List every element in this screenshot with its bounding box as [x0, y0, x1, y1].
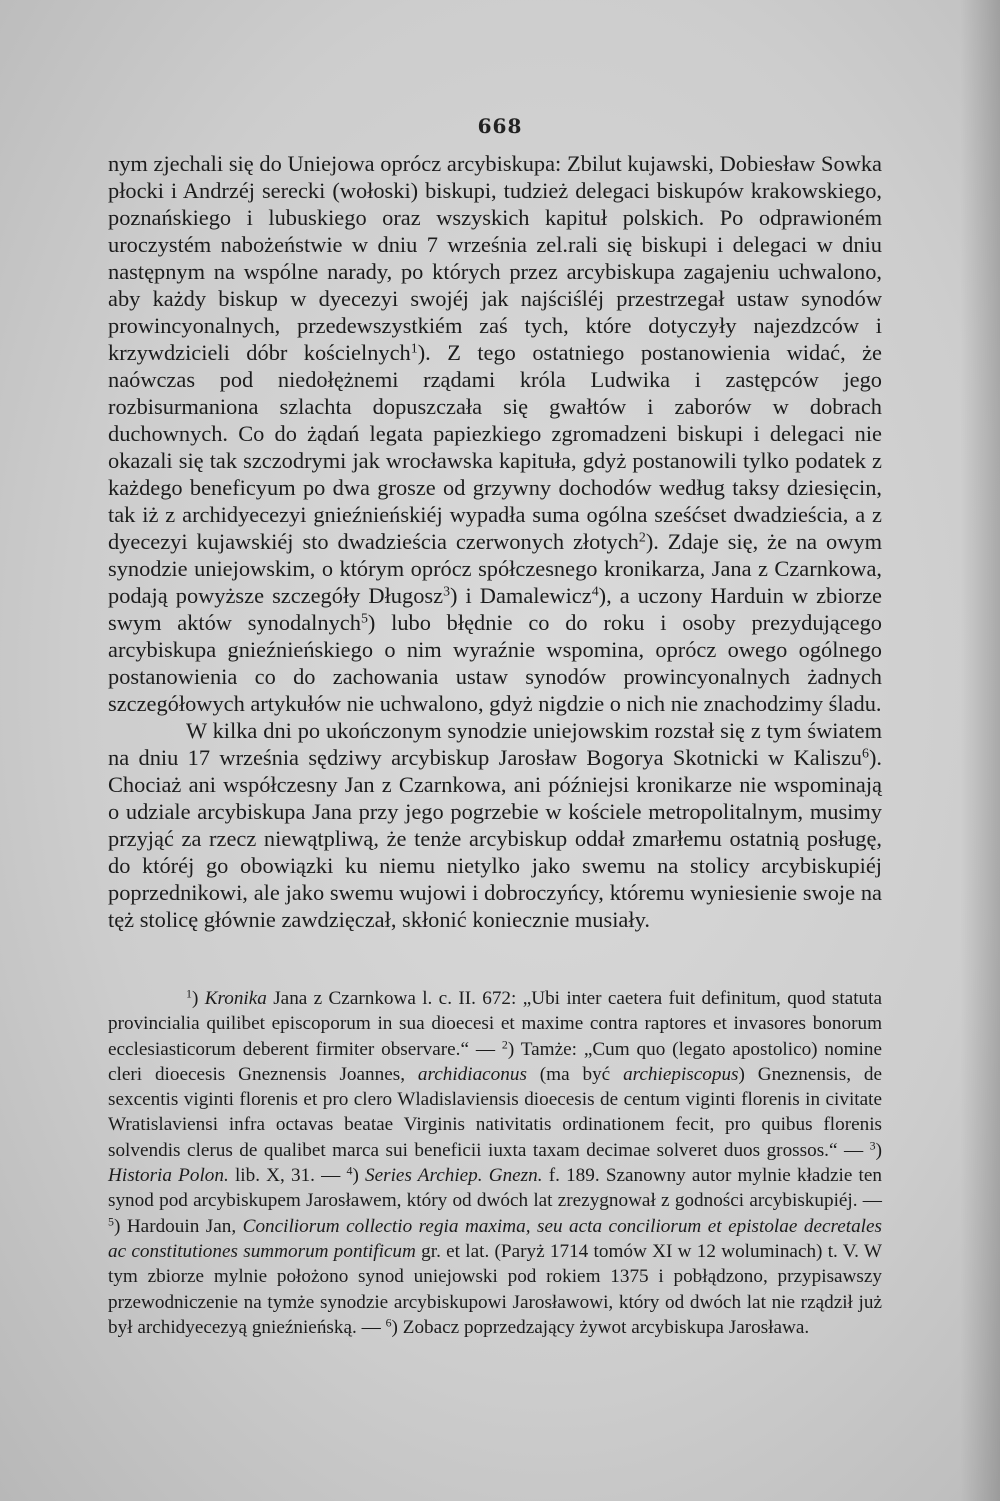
italic-title: Historia Polon. — [108, 1165, 229, 1187]
footnote-number-4: 4 — [346, 1163, 353, 1178]
footnote-ref-5[interactable]: 5 — [360, 611, 368, 627]
footnotes — [108, 986, 882, 1340]
fn-text: Jana z Czarnkowa l. c. II. 672: „Ubi inter caetera fuit definitum, quod statuta provincialia quilibet episcoporum in sua dioecesi et maxime contra raptores et invasores bonorum ecclesiasticorum deberent firmiter observare.“ — — [108, 988, 882, 1060]
fn-text: ) Gneznensis, de sexcentis viginti florenis et pro clero Wladislaviensis dioecesis de centum viginti florenis in civitate Wratislaviensi infra octavas beatae Virginis nativitatis ordinationem fecit, pro quibus florenis solvendis clerus de qualibet marca sui beneficii iuxta taxam decimae solveret duos grossos.“ — — [108, 1063, 882, 1161]
paragraph-2 — [108, 717, 882, 933]
italic-term: archiepiscopus — [623, 1063, 739, 1085]
text-run: ) lubo błędnie co do roku i osoby prezydującego arcybiskupa gnieźnieńskiego o nim wyraźnie wspomina, oprócz owego ogólnego postanowienia co do zachowania ustaw synodów prowincyonalnych żadnych szczegółowych artykułów nie uchwalono, gdyż nigdzie o nich nie znachodzimy śladu. — [108, 610, 882, 716]
italic-term: archidiaconus — [417, 1063, 527, 1085]
text-run: nym zjechali się do Uniejowa oprócz arcybiskupa: Zbilut kujawski, Dobiesław Sowka płocki i Andrzéj serecki (wołoski) biskupi, tudzież delegaci biskupów krakowskiego, poznańskiego i lubuskiego oraz wszyskich kapituł polskich. Po odprawioném uroczystém nabożeństwie w dniu 7 września zel.rali się biskupi i delegaci w dniu następnym na wspólne narady, po których przez arcybiskupa zagajeniu uchwalono, aby każdy biskup w dyecezyi swojéj jak najściśléj przestrzegał ustaw synodów prowincyonalnych, przedewszystkiém zaś tych, które dotyczyły najezdzców i krzywdzicieli dóbr kościelnych — [108, 151, 882, 365]
text-run: ). Z tego ostatniego postanowienia widać, że naówczas pod niedołężnemi rządami króla Ludwika i zastępców jego rozbisurmaniona szlachta dopuszczała się gwałtów i zaborów w dobrach duchownych. Co do żądań legata papiezkiego zgromadzeni biskupi i delegaci nie okazali się tak szczodrymi jak wrocławska kapituła, gdyż postanowili tylko podatek z każdego beneficyum po dwa grosze od grzywny dochodów według taksy dziesięcin, tak iż z archidyecezyi gnieźnieńskiéj wypadła suma ogólna sześćset dwadzieścia, a z dyecezyi kujawskiéj sto dwadzieścia czerwonych złotych — [108, 340, 882, 554]
fn-text: ) Hardouin Jan, — [113, 1215, 243, 1237]
footnote-ref-3[interactable]: 3 — [443, 584, 450, 600]
fn-text: ) — [191, 988, 205, 1009]
page-edge-shadow — [960, 0, 1000, 1501]
footnote-ref-4[interactable]: 4 — [591, 584, 599, 600]
footnote-number-1: 1 — [186, 986, 192, 1001]
fn-text: f. 189. Szanowny autor mylnie kładzie ten synod pod arcybiskupem Jarosławem, który od dwóch lat zrezygnował z godności arcybiskupiéj. — — [108, 1165, 882, 1212]
text-run: ) i Damalewicz — [450, 583, 592, 608]
footnote-number-5: 5 — [108, 1214, 114, 1229]
fn-text: (ma być — [526, 1063, 624, 1085]
italic-title: Kronika — [204, 988, 267, 1009]
fn-text: ) — [875, 1139, 882, 1161]
footnote-ref-2[interactable]: 2 — [638, 530, 646, 546]
main-text — [108, 150, 882, 933]
fn-text: ) Tamże: „Cum quo (legato apostolico) nomine cleri dioecesis Gneznensis Joannes, — [108, 1038, 882, 1085]
footnote-ref-6[interactable]: 6 — [862, 746, 869, 762]
text-run: ). Chociaż ani współczesny Jan z Czarnkowa, ani późniejsi kronikarze nie wspominają o udziale arcybiskupa Jana przy jego pogrzebie w kościele metropolitalnym, musimy przyjąć za rzecz niewątpliwą, że tenże arcybiskup oddał zmarłemu ostatnią posługę, do któréj go obowiązki ku niemu nietylko jako swemu na stolicy arcybiskupiéj poprzednikowi, ale jako swemu wujowi i dobroczyńcy, któremu wyniesienie swoje na tęż stolicę głównie zawdzięczał, skłonić koniecznie musiały. — [108, 745, 882, 932]
page-number: 668 — [477, 114, 523, 138]
text-run: ), a uczony Harduin w zbiorze swym aktów synodalnych — [108, 583, 882, 635]
footnote-ref-1[interactable]: 1 — [410, 341, 418, 357]
fn-text: ) — [352, 1165, 366, 1187]
footnote-number-3: 3 — [869, 1138, 876, 1153]
footnote-block — [108, 986, 882, 1340]
fn-text: ) Zobacz poprzedzający żywot arcybiskupa Jarosława. — [391, 1316, 810, 1338]
italic-title: Conciliorum collectio regia maxima, seu acta conciliorum et epistolae decretales ac constitutiones summorum pontificum — [108, 1215, 882, 1262]
text-run: W kilka dni po ukończonym synodzie uniejowskim rozstał się z tym światem na dniu 17 września sędziwy arcybiskup Jarosław Bogorya Skotnicki w Kaliszu — [108, 718, 882, 770]
paragraph-1 — [108, 150, 882, 717]
text-run: ). Zdaje się, że na owym synodzie uniejowskim, o którym oprócz spółczesnego kronikarza, Jana z Czarnkowa, podają powyższe szczegóły Długosz — [108, 529, 882, 608]
footnote-number-2: 2 — [501, 1037, 508, 1052]
footnote-number-6: 6 — [385, 1315, 392, 1330]
fn-text: gr. et lat. (Paryż 1714 tomów XI w 12 woluminach) t. V. W tym zbiorze mylnie położono synod uniejowski pod rokiem 1375 i pobłądzono, przypisawszy przewodniczenie na tymże synodzie arcybiskupowi Jarosławowi, który od dwóch lat nie rządził już był archidyecezyą gnieźnieńską. — — [108, 1240, 882, 1338]
italic-title: Series Archiep. Gnezn. — [365, 1165, 543, 1187]
fn-text: lib. X, 31. — — [228, 1165, 347, 1187]
